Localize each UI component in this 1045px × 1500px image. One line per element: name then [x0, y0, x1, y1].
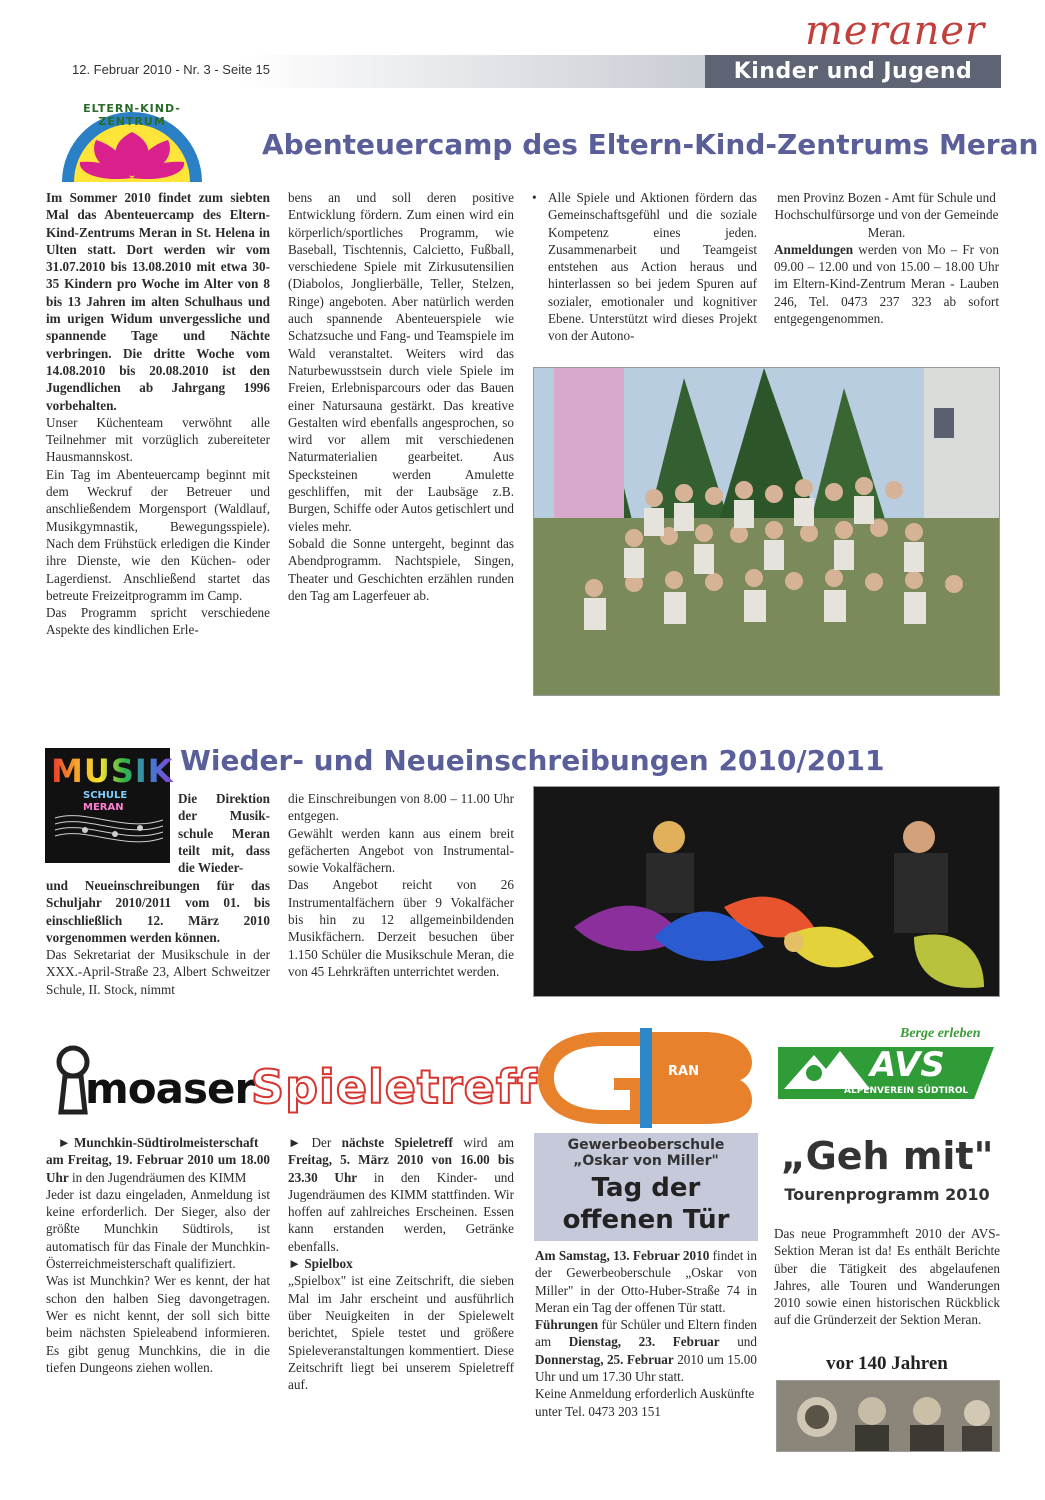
spieletreff-paragraph [288, 1134, 514, 1255]
article2-paragraph: die Einschreibungen von 8.00 – 11.00 Uhr entgegen. [288, 791, 514, 824]
historic-portraits-image [776, 1380, 1000, 1452]
section-banner: Kinder und Jugend [705, 55, 1001, 88]
article2-headline: Wieder- und Neueinschreibungen 2010/2011 [180, 744, 885, 777]
article4-text [535, 1247, 757, 1420]
gewerbeoberschule-logo [534, 1028, 756, 1128]
brand-wordmark: meraner [805, 8, 986, 54]
spielbox-heading: ► Spielbox [288, 1256, 353, 1272]
avs-logo-text: AVS [870, 1045, 945, 1085]
article1-column-2 [288, 189, 514, 604]
avs-slogan: Berge erleben [900, 1026, 981, 1041]
registration-text: werden von Mo – Fr von 09.00 – 12.00 und von 15.00 – 18.00 Uhr im Eltern-Kind-Zentrum Meran - Lauben 246, Tel. 0473 237 323 ab sofort entgegengenommen. [774, 241, 999, 327]
school-name-line2: „Oskar von Miller" [573, 1153, 719, 1169]
open-day-title-2: offenen Tür [562, 1205, 730, 1235]
logo-text: ELTERN-KIND-ZENTRUM [83, 102, 181, 128]
article1-column-3 [532, 189, 757, 345]
photo-illustration [534, 368, 1000, 696]
article1-paragraph: Unser Küchenteam verwöhnt alle Teilnehmer mit vorzüglich zubereiteter Hausmannskost. [46, 414, 270, 465]
article2-column-1-lead [178, 790, 270, 876]
photo-illustration [534, 787, 1000, 997]
avs-subheadline: Tourenprogramm 2010 [784, 1185, 990, 1204]
avs-logo-subtitle: ALPENVEREIN SÜDTIROL [844, 1086, 969, 1096]
article1-paragraph: bens an und soll deren positive Entwicklung fördern. Zum einen wird ein körperlich/sportliches Programm, wie Baseball, Tischtennis, Calcietto, Fußball, verschiedene Spiele mit Zirkusutensilien (Diabolos, Jonglierbälle, Teller, Stelzen, Ringe) angeboten. Aber natürlich werden auch spannende Abenteuerspiele wie Schatzsuche und Fang- und Teamspiele im Wald veranstaltet. Weiters wird das Naturbewusstsein durch viele Spiele im Freien, Erlebnisparcours oder das Bauen einer Natursauna gestärkt. Das kreative Gestalten wird ebenfalls angesprochen, so wird vor allem mit verschiedenen Naturmaterialien gearbeitet. Aus Specksteinen werden Amulette geschliffen, mit der Laubsäge z.B. Burgen, Schiffe oder Autos getischlert und vieles mehr. [288, 190, 514, 534]
article3-paragraph: Jeder ist dazu eingeladen, Anmeldung ist keine erforderlich. Der Sieger, also der größte Munchkin Südtirols, ist automatisch für das Finale der Munchkin-Österreichmeisterschaft qualifiziert. [46, 1186, 270, 1272]
registration-label: Anmeldungen [774, 241, 854, 257]
musik-logo-line3: MERAN [83, 802, 124, 813]
article2-paragraph: Gewählt werden kann aus einem breit gefächerten Angebot von Instrumental- sowie Vokalfächern. [288, 825, 514, 876]
text-run-bold: Dienstag, 23. Februar [568, 1334, 720, 1350]
article4-paragraph [535, 1316, 757, 1385]
article2-lead-rest: und Neueinschreibungen für das Schuljahr 2010/2011 vom 01. bis einschließlich 12. März 2010 vorgenommen werden können. [46, 878, 270, 945]
text-run: in den Kinder- und Jugendräumen des KIMM stattfinden. Wir hoffen auf zahlreiches Erscheinen. Essen kann erstanden werden, Getränke ebenfalls. [288, 1169, 514, 1254]
text-run: ► Der [288, 1135, 342, 1150]
text-run: und [719, 1334, 757, 1350]
article1-column-4 [774, 189, 999, 327]
article2-paragraph: Das Angebot reicht von 26 Instrumentalfächern über 9 Vokalfächer bis hin zu 12 allgemeinbildenden Musikfächern. Derzeit besuchen über 1.150 Schüler die Musikschule Meran, die von 45 Lehrkräften unterrichtet werden. [288, 877, 514, 979]
article1-paragraph: men Provinz Bozen - Amt für Schule und Hochschulfürsorge und von der Gemeinde Meran. [774, 190, 999, 240]
avs-body: Das neue Programmheft 2010 der AVS-Sektion Meran ist da! Es enthält Berichte über die Tätigkeit des abgelaufenen Jahres, alle Touren und Wanderungen 2010 sowie einen historischen Rückblick auf die Gründerzeit der Sektion Meran. [774, 1226, 1000, 1328]
spielbox-paragraph: „Spielbox" ist eine Zeitschrift, die sieben Mal im Jahr erscheint und ausführlich über Neuigkeiten in der Spielewelt berichtet, Spiele testet und größere Spieleveranstaltungen kommentiert. Diese Zeitschrift liegt bei unserem Spieletreff auf. [288, 1273, 514, 1393]
munchkin-date-bold: am Freitag, 19. Februar 2010 um 18.00 Uhr [46, 1152, 270, 1185]
musik-logo-word: MUSIK [51, 752, 174, 790]
article3-paragraph: Was ist Munchkin? Wer es kennt, der hat schon den halben Sieg davongetragen. Wer es nicht kennt, der soll sich bitte beim nächsten Spieleabend informieren. Es gibt genug Munchkins, die in die tiefen Dungeons ziehen wollen. [46, 1273, 270, 1375]
article1-registration [774, 241, 999, 327]
article1-bullet-text: Alle Spiele und Aktionen fördern das Gemeinschaftsgefühl und die soziale Kompetenz eines jeden. Zusammenarbeit und Teamgeist entstehen aus Action heraus und hinterlassen so bei jedem Spuren auf sozialer, emotionaler und kognitiver Ebene. Unterstützt wird dieses Projekt von der Autono- [548, 190, 757, 344]
text-run-bold: nächste Spieletreff [341, 1135, 453, 1150]
article3-column-2 [288, 1134, 514, 1393]
gob-logo-icon [534, 1028, 756, 1128]
music-staff-icon [45, 748, 170, 863]
munchkin-date [46, 1151, 270, 1186]
article1-paragraph: Das Programm spricht verschiedene Aspekte des kindlichen Erle- [46, 605, 270, 638]
avs-logo [774, 1043, 998, 1103]
article1-paragraph: Ein Tag im Abenteuercamp beginnt mit dem Weckruf der Betreuer und anschließendem Morgensport (Waldlauf, Musikgymnastik, Bewegungsspiele). Nach dem Frühstück erledigen die Kinder ihre Dienste, wie den Küchen- oder Lagerdienst. Anschließend startet das betreute Freizeitprogramm im Camp. [46, 466, 270, 603]
header-gradient-bar [240, 55, 710, 88]
dateline: 12. Februar 2010 - Nr. 3 - Seite 15 [72, 62, 270, 77]
text-run-bold: Freitag, 5. März 2010 von 16.00 bis 23.30 Uhr [288, 1152, 514, 1185]
article2-column-1 [46, 877, 270, 998]
article1-column-1 [46, 189, 270, 639]
musikschule-logo [45, 748, 174, 863]
text-run-bold: Führungen [535, 1317, 599, 1333]
article1-headline: Abenteuercamp des Eltern-Kind-Zentrums Meran [262, 128, 1039, 161]
article1-paragraph: Sobald die Sonne untergeht, beginnt das Abendprogramm. Nachtspiele, Singen, Theater und Geschichten erzählen runden den Tag am Lagerfeuer ab. [288, 535, 514, 603]
munchkin-heading: ► Munchkin-Südtirolmeisterschaft [57, 1135, 259, 1150]
musik-logo-line2: SCHULE [83, 790, 128, 801]
avs-anniversary: vor 140 Jahren [826, 1353, 948, 1374]
bullet-dot: • [532, 190, 537, 205]
text-run: findet in der Gewerbeoberschule „Oskar von Miller" in der Otto-Huber-Straße 74 in Meran ein Tag der offenen Tür statt. [535, 1248, 757, 1315]
article4-paragraph: Keine Anmeldung erforderlich Auskünfte unter Tel. 0473 203 151 [535, 1386, 755, 1419]
article3-column-1 [46, 1134, 270, 1376]
article4-paragraph [535, 1247, 757, 1316]
eltern-kind-zentrum-logo [42, 104, 222, 184]
logo-moaser: moaser [85, 1064, 255, 1113]
text-run-bold: Donnerstag, 25. Februar [535, 1351, 674, 1367]
text-run: für Schüler und Eltern finden am [535, 1317, 757, 1350]
article2-paragraph: Das Sekretariat der Musikschule in der XXX.-April-Straße 23, Albert Schweitzer Schule, II. Stock, nimmt [46, 947, 270, 997]
school-name-line1: Gewerbeoberschule [567, 1137, 725, 1153]
open-day-box [534, 1133, 758, 1241]
portrait-strip-illustration [777, 1381, 1000, 1452]
article2-column-2 [288, 790, 514, 980]
munchkin-date-rest: in den Jugendräumen des KIMM [68, 1169, 247, 1185]
theater-photo [533, 786, 1000, 997]
avs-headline: „Geh mit" [780, 1134, 994, 1178]
article1-lead: Im Sommer 2010 findet zum siebten Mal das Abenteuercamp des Eltern-Kind-Zentrums Meran in St. Helena in Ulten statt. Dort werden wir vom 31.07.2010 bis 13.08.2010 mit etwa 30-35 Kindern pro Woche im Alter von 8 bis 13 Jahren im alten Schulhaus und im urigen Widum unvergessliche und spannende Tage und Nächte verbringen. Die dritte Woche vom 14.08.2010 bis 20.08.2010 ist den Jugendlichen ab Jahrgang 1996 vorbehalten. [46, 190, 270, 413]
article2-lead-part: Die Direktion der Musik-schule Meran teilt mit, dass die Wieder- [178, 791, 270, 876]
logo-spieletreff: Spieletreff [251, 1060, 538, 1114]
text-run: 2010 um 15.00 Uhr und um 17.30 Uhr statt. [535, 1351, 757, 1385]
open-day-title-1: Tag der [591, 1173, 701, 1203]
camp-group-photo [533, 367, 1000, 696]
logo-me: ME [614, 1064, 636, 1079]
text-run-bold: Am Samstag, 13. Februar 2010 [535, 1248, 710, 1263]
moaser-spieletreff-logo [45, 1040, 538, 1120]
text-run: wird am [452, 1135, 514, 1150]
logo-ran: RAN [668, 1064, 699, 1079]
